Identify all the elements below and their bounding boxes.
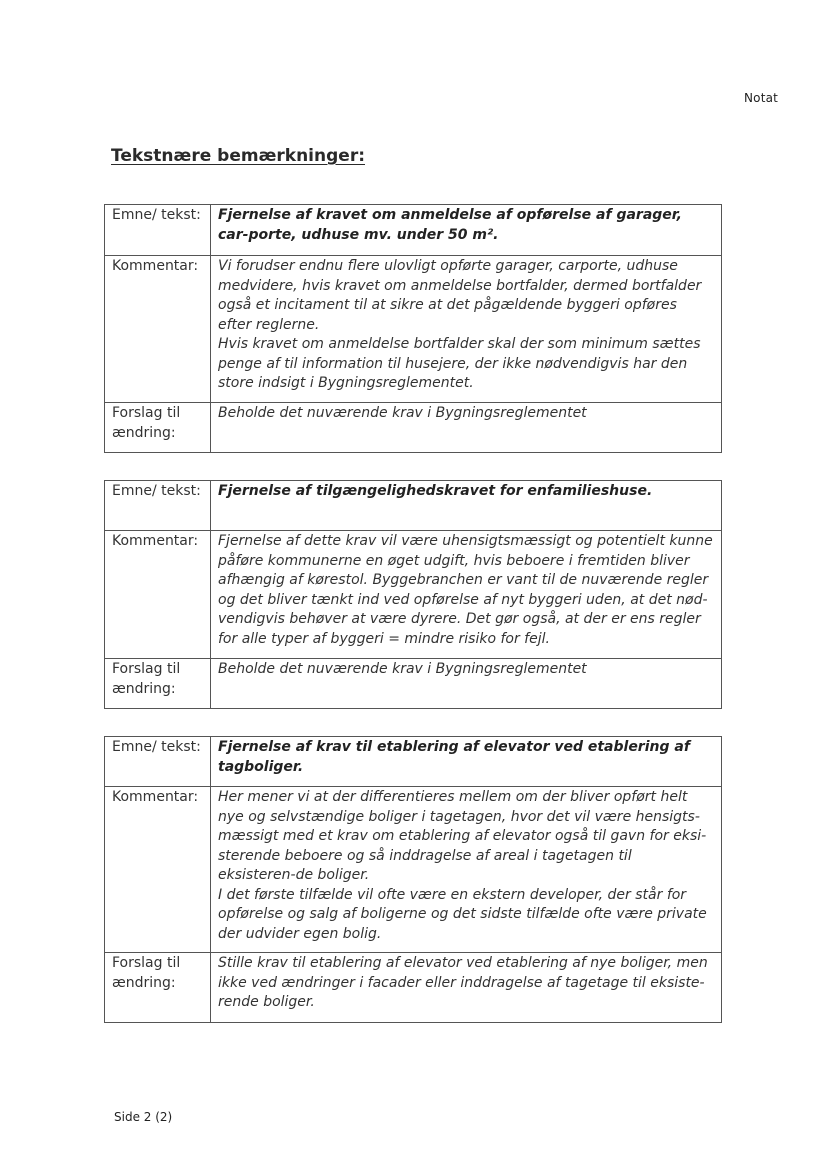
topic-label: Emne/ tekst:: [105, 205, 211, 256]
comment-paragraph: Hvis kravet om anmeldelse bortfalder skal der som minimum sættes penge af til information til husejere, der ikke nødvendigvis har den store indsigt i Bygningsreglementet.: [218, 336, 701, 391]
section-heading: Tekstnære bemærkninger:: [111, 146, 365, 166]
comment-text: [211, 531, 722, 659]
proposal-text: Stille krav til etablering af elevator ved etablering af nye boliger, men ikke ved ændringer i facader eller inddragelse af tagetage til eksiste-rende boliger.: [211, 953, 722, 1023]
comment-label: Kommentar:: [105, 787, 211, 953]
topic-text: Fjernelse af tilgængelighedskravet for enfamilieshuse.: [211, 481, 722, 531]
comment-paragraph: Her mener vi at der differentieres mellem om der bliver opført helt nye og selvstændige boliger i tagetagen, hvor det vil være hensigts-mæssigt med et krav om etablering af elevator også til gavn for eksi-sterende beboere og så inddragelse af areal i tagetagen til eksisteren-de boliger.: [218, 789, 707, 883]
remark-table-1: [104, 204, 722, 453]
topic-text: Fjernelse af krav til etablering af elevator ved etablering af tagboliger.: [211, 737, 722, 787]
topic-label: Emne/ tekst:: [105, 737, 211, 787]
comment-label: Kommentar:: [105, 256, 211, 403]
proposal-text: Beholde det nuværende krav i Bygningsreglementet: [211, 403, 722, 453]
comment-label: Kommentar:: [105, 531, 211, 659]
comment-text: [211, 787, 722, 953]
comment-text: [211, 256, 722, 403]
comment-paragraph: I det første tilfælde vil ofte være en ekstern developer, der står for opførelse og salg af boligerne og det sidste tilfælde ofte være private der udvider egen bolig.: [218, 886, 707, 942]
remark-table-3: [104, 736, 722, 1023]
topic-text: Fjernelse af kravet om anmeldelse af opførelse af garager, car-porte, udhuse mv. under 50 m².: [211, 205, 722, 256]
proposal-label: Forslag til ændring:: [105, 953, 211, 1023]
document-type-label: Notat: [744, 91, 779, 105]
remark-table-2: [104, 480, 722, 709]
page-number: Side 2 (2): [114, 1110, 173, 1124]
proposal-text: Beholde det nuværende krav i Bygningsreglementet: [211, 659, 722, 709]
comment-paragraph: Fjernelse af dette krav vil være uhensigtsmæssigt og potentielt kunne påføre kommunerne en øget udgift, hvis beboere i fremtiden bliver afhængig af kørestol. Byggebranchen er vant til de nuværende regler og det bliver tænkt ind ved opførelse af nyt byggeri uden, at det nød-vendigvis behøver at være dyrere. Det gør også, at der er ens regler for alle typer af byggeri = mindre risiko for fejl.: [218, 533, 713, 647]
topic-label: Emne/ tekst:: [105, 481, 211, 531]
proposal-label: Forslag til ændring:: [105, 403, 211, 453]
comment-paragraph: Vi forudser endnu flere ulovligt opførte garager, carporte, udhuse medvidere, hvis kravet om anmeldelse bortfalder, dermed bortfalder også et incitament til at sikre at det pågældende byggeri opføres efter reglerne.: [218, 258, 702, 333]
proposal-label: Forslag til ændring:: [105, 659, 211, 709]
